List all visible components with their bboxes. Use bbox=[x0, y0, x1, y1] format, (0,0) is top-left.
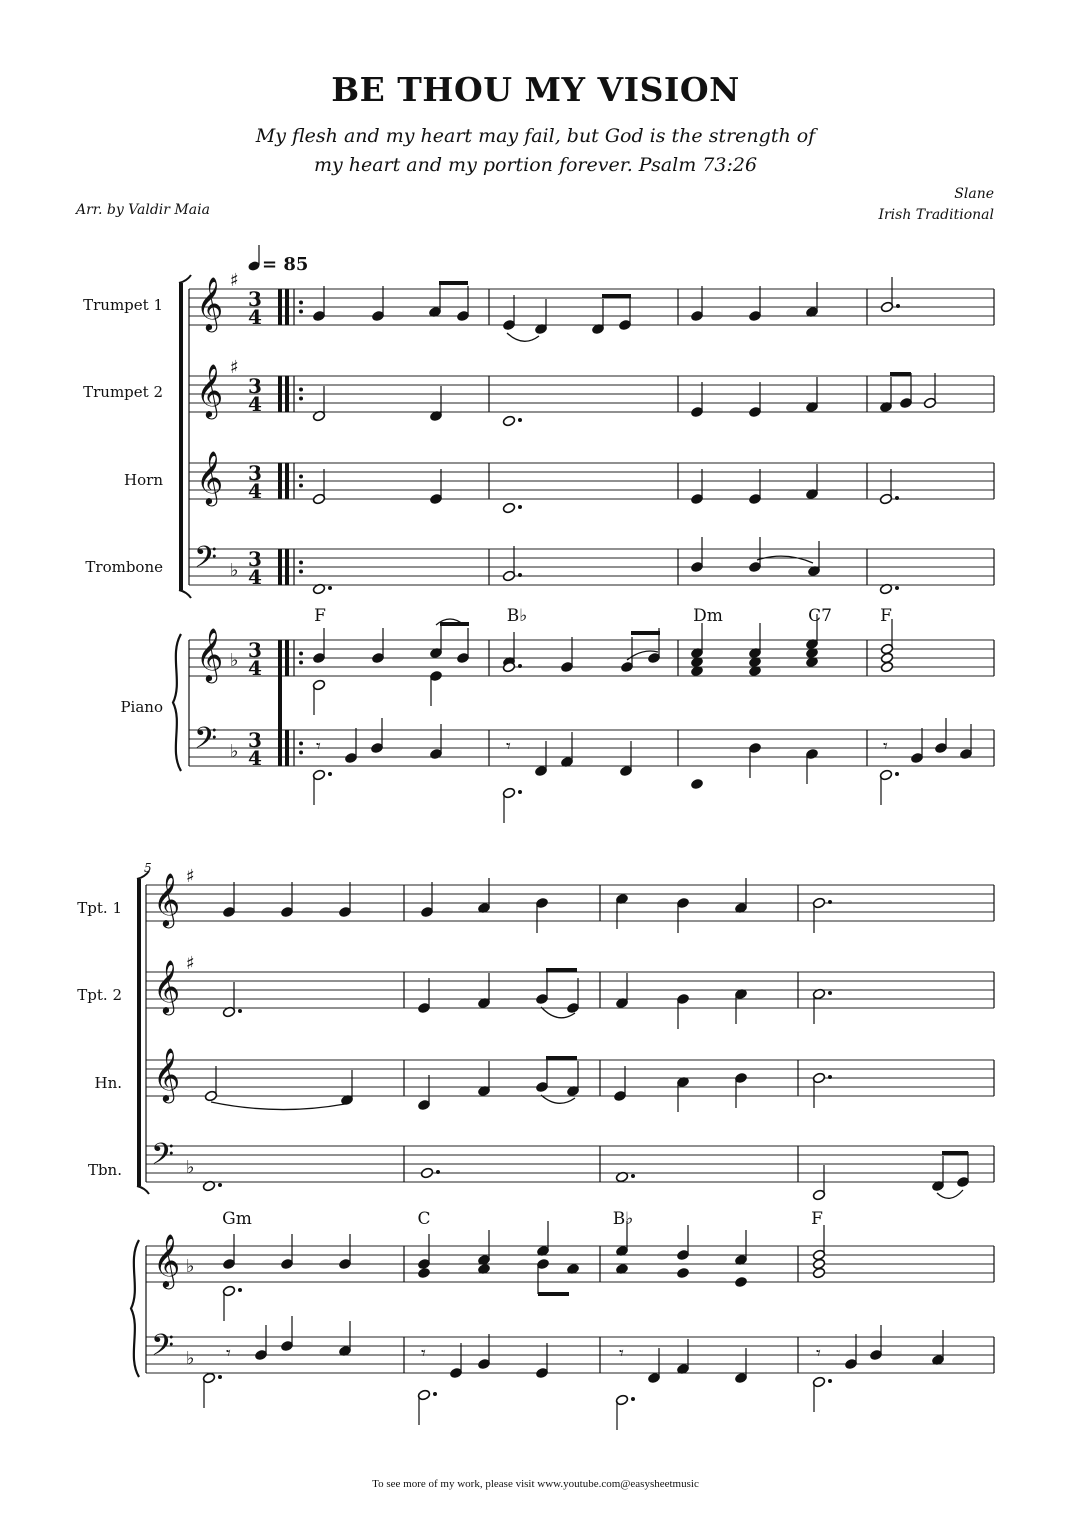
key-flat: ♭ bbox=[186, 1256, 195, 1277]
time-signature-top: 3 bbox=[248, 461, 262, 485]
rest: 𝄾 bbox=[421, 1343, 426, 1364]
dot bbox=[518, 573, 522, 577]
instrument-label: Horn bbox=[124, 471, 163, 489]
chord-symbol: F bbox=[880, 606, 892, 626]
note bbox=[880, 661, 893, 673]
dot bbox=[218, 1183, 222, 1187]
treble-clef: 𝄞 bbox=[153, 872, 181, 926]
repeat-start-dot bbox=[299, 661, 303, 665]
footer-note: To see more of my work, please visit www.youtube.com@easysheetmusic bbox=[372, 1478, 699, 1490]
time-signature-top: 3 bbox=[248, 374, 262, 398]
ensemble-bracket-top bbox=[179, 275, 191, 283]
rest: 𝄾 bbox=[506, 736, 511, 757]
repeat-start-dot bbox=[299, 570, 303, 574]
chord-symbol: Gm bbox=[222, 1209, 252, 1229]
tempo-mark: = 85 bbox=[262, 254, 309, 275]
repeat-start-dot bbox=[299, 751, 303, 755]
dot bbox=[518, 505, 522, 509]
instrument-label: Trumpet 2 bbox=[83, 383, 163, 401]
chord-symbol: F bbox=[811, 1209, 823, 1229]
tune-name: Slane bbox=[954, 186, 994, 202]
repeat-start-dot bbox=[299, 475, 303, 479]
arranger-credit: Arr. by Valdir Maia bbox=[76, 202, 210, 218]
chord-symbol: Dm bbox=[693, 606, 723, 626]
slur bbox=[937, 1190, 963, 1198]
beam bbox=[546, 1056, 577, 1060]
time-signature-bottom: 4 bbox=[248, 305, 262, 329]
slur bbox=[507, 333, 539, 341]
note bbox=[690, 778, 703, 790]
score-title: BE THOU MY VISION bbox=[331, 70, 740, 109]
repeat-start-dot bbox=[299, 397, 303, 401]
time-signature-top: 3 bbox=[248, 728, 262, 752]
time-signature-bottom: 4 bbox=[248, 565, 262, 589]
instrument-label: Piano bbox=[120, 698, 163, 716]
slur bbox=[757, 556, 813, 563]
key-flat: ♭ bbox=[230, 741, 239, 762]
instrument-label: Trombone bbox=[85, 558, 163, 576]
key-flat: ♭ bbox=[186, 1157, 195, 1178]
epigraph-line-2: my heart and my portion forever. Psalm 73:26 bbox=[313, 154, 758, 176]
beam bbox=[538, 1292, 569, 1296]
time-signature-top: 3 bbox=[248, 287, 262, 311]
ensemble-bracket-bottom bbox=[137, 1186, 149, 1194]
dot bbox=[895, 772, 899, 776]
chord-symbol: F bbox=[314, 606, 326, 626]
repeat-start-dot bbox=[299, 388, 303, 392]
repeat-start-dot bbox=[299, 742, 303, 746]
ensemble-bracket-top bbox=[137, 871, 149, 879]
dot bbox=[433, 1392, 437, 1396]
key-sharp: ♯ bbox=[230, 270, 239, 291]
note bbox=[417, 1267, 430, 1279]
dot bbox=[436, 1170, 440, 1174]
treble-clef: 𝄞 bbox=[153, 1233, 181, 1287]
time-signature-bottom: 4 bbox=[248, 746, 262, 770]
composer-credit: Irish Traditional bbox=[878, 207, 994, 223]
bass-clef: 𝄢 bbox=[194, 722, 218, 763]
dot bbox=[518, 790, 522, 794]
chord-symbol: C bbox=[417, 1209, 431, 1229]
dot bbox=[218, 1375, 222, 1379]
key-sharp: ♯ bbox=[186, 866, 195, 887]
key-flat: ♭ bbox=[230, 650, 239, 671]
note bbox=[676, 1267, 689, 1279]
treble-clef: 𝄞 bbox=[196, 627, 224, 681]
repeat-start-dot bbox=[299, 652, 303, 656]
chord-symbol: C7 bbox=[808, 606, 832, 626]
time-signature-bottom: 4 bbox=[248, 479, 262, 503]
dot bbox=[828, 900, 832, 904]
rest: 𝄾 bbox=[816, 1343, 821, 1364]
beam bbox=[546, 968, 577, 972]
dot bbox=[828, 991, 832, 995]
repeat-start-dot bbox=[299, 484, 303, 488]
measure-number: 5 bbox=[144, 861, 152, 875]
rest: 𝄾 bbox=[619, 1343, 624, 1364]
ensemble-bracket-bottom bbox=[179, 590, 191, 598]
note bbox=[812, 1267, 825, 1279]
time-signature-bottom: 4 bbox=[248, 656, 262, 680]
instrument-label: Hn. bbox=[94, 1074, 122, 1092]
chord-symbol: B♭ bbox=[506, 606, 528, 626]
dot bbox=[828, 1075, 832, 1079]
rest: 𝄾 bbox=[883, 736, 888, 757]
treble-clef: 𝄞 bbox=[153, 1047, 181, 1101]
note bbox=[502, 502, 515, 514]
dot bbox=[238, 1288, 242, 1292]
dot bbox=[518, 418, 522, 422]
treble-clef: 𝄞 bbox=[196, 363, 224, 417]
beam bbox=[631, 631, 660, 635]
piano-brace bbox=[173, 634, 181, 771]
dot bbox=[895, 586, 899, 590]
dot bbox=[895, 496, 899, 500]
beam bbox=[440, 622, 469, 626]
dot bbox=[828, 1379, 832, 1383]
instrument-label: Tpt. 1 bbox=[77, 899, 122, 917]
note bbox=[502, 415, 515, 427]
time-signature-top: 3 bbox=[248, 547, 262, 571]
bass-clef: 𝄢 bbox=[194, 541, 218, 582]
key-sharp: ♯ bbox=[186, 953, 195, 974]
rest: 𝄾 bbox=[316, 736, 321, 757]
piano-brace bbox=[131, 1240, 139, 1377]
chord-symbol: B♭ bbox=[612, 1209, 634, 1229]
key-flat: ♭ bbox=[230, 560, 239, 581]
dot bbox=[518, 664, 522, 668]
bass-clef: 𝄢 bbox=[151, 1138, 175, 1179]
instrument-label: Trumpet 1 bbox=[83, 296, 163, 314]
time-signature-top: 3 bbox=[248, 638, 262, 662]
dot bbox=[328, 772, 332, 776]
key-flat: ♭ bbox=[186, 1348, 195, 1369]
dot bbox=[631, 1397, 635, 1401]
bass-clef: 𝄢 bbox=[151, 1329, 175, 1370]
beam bbox=[942, 1151, 968, 1155]
note bbox=[420, 1167, 433, 1179]
repeat-start-dot bbox=[299, 561, 303, 565]
key-sharp: ♯ bbox=[230, 357, 239, 378]
dot bbox=[238, 1009, 242, 1013]
beam bbox=[602, 294, 631, 298]
dot bbox=[328, 586, 332, 590]
dot bbox=[896, 304, 900, 308]
repeat-start-dot bbox=[299, 301, 303, 305]
beam bbox=[890, 372, 911, 376]
rest: 𝄾 bbox=[226, 1343, 231, 1364]
beam bbox=[439, 281, 468, 285]
repeat-start-dot bbox=[299, 310, 303, 314]
treble-clef: 𝄞 bbox=[196, 450, 224, 504]
time-signature-bottom: 4 bbox=[248, 392, 262, 416]
epigraph-line-1: My flesh and my heart may fail, but God is the strength of bbox=[255, 125, 816, 147]
note bbox=[734, 1276, 747, 1288]
dot bbox=[631, 1174, 635, 1178]
instrument-label: Tpt. 2 bbox=[77, 986, 122, 1004]
slur bbox=[211, 1102, 345, 1110]
treble-clef: 𝄞 bbox=[196, 276, 224, 330]
instrument-label: Tbn. bbox=[87, 1161, 122, 1179]
treble-clef: 𝄞 bbox=[153, 959, 181, 1013]
